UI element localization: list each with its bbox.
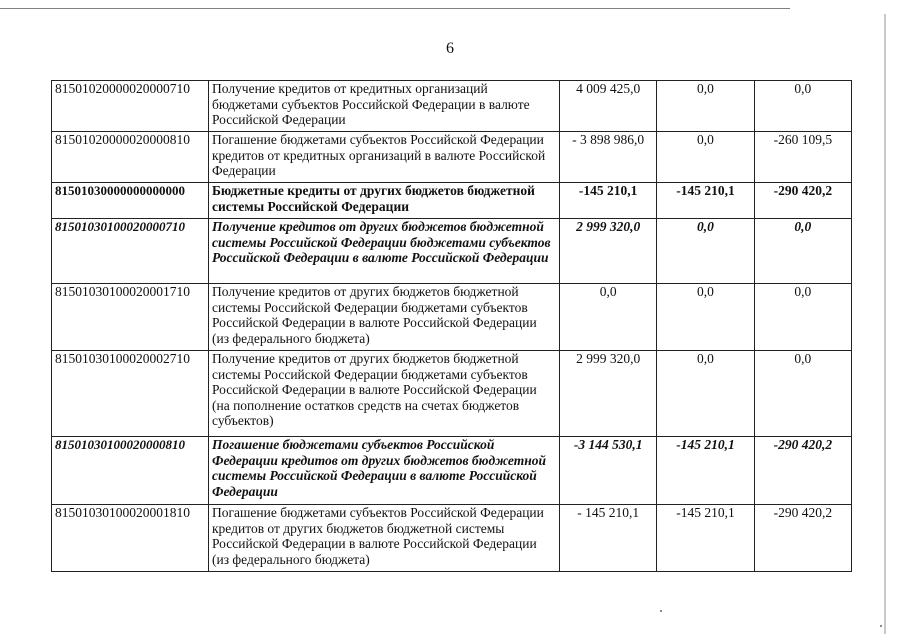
- row-value-2: -145 210,1: [657, 437, 754, 505]
- row-code: 81501030100020001810: [52, 505, 209, 572]
- row-value-1: -145 210,1: [560, 183, 657, 219]
- table-row: [52, 284, 852, 351]
- row-value-3: -290 420,2: [754, 505, 851, 572]
- row-value-2: 0,0: [657, 351, 754, 437]
- row-value-3: 0,0: [754, 219, 851, 284]
- row-code: 81501030100020000810: [52, 437, 209, 505]
- row-code: 81501030100020000710: [52, 219, 209, 284]
- row-value-1: -3 144 530,1: [560, 437, 657, 505]
- row-description: Получение кредитов от других бюджетов бюджетной системы Российской Федерации бюджетами субъектов Российской Федерации в валюте Российской Федерации (из федерального бюджета): [209, 284, 560, 351]
- row-description: Получение кредитов от других бюджетов бюджетной системы Российской Федерации бюджетами субъектов Российской Федерации в валюте Российской Федерации: [209, 219, 560, 284]
- row-code: 81501020000020000710: [52, 81, 209, 132]
- row-value-2: 0,0: [657, 219, 754, 284]
- scan-margin-line: [884, 14, 886, 634]
- table-row: [52, 219, 852, 284]
- row-value-1: - 145 210,1: [560, 505, 657, 572]
- budget-table: [51, 80, 852, 572]
- row-value-3: -290 420,2: [754, 183, 851, 219]
- row-description: Бюджетные кредиты от других бюджетов бюджетной системы Российской Федерации: [209, 183, 560, 219]
- table-row: [52, 437, 852, 505]
- row-value-3: 0,0: [754, 284, 851, 351]
- row-value-3: -260 109,5: [754, 132, 851, 183]
- scan-edge-line: [0, 8, 790, 9]
- row-code: 81501030100020002710: [52, 351, 209, 437]
- row-value-3: 0,0: [754, 351, 851, 437]
- row-value-3: 0,0: [754, 81, 851, 132]
- row-code: 81501020000020000810: [52, 132, 209, 183]
- row-description: Погашение бюджетами субъектов Российской Федерации кредитов от других бюджетов бюджетной системы Российской Федерации в валюте Российской Федерации (из федерального бюджета): [209, 505, 560, 572]
- table-row: [52, 505, 852, 572]
- row-value-1: 0,0: [560, 284, 657, 351]
- row-code: 81501030000000000000: [52, 183, 209, 219]
- row-value-1: - 3 898 986,0: [560, 132, 657, 183]
- row-description: Получение кредитов от других бюджетов бюджетной системы Российской Федерации бюджетами субъектов Российской Федерации в валюте Российской Федерации (на пополнение остатков средств на счетах бюджетов субъектов): [209, 351, 560, 437]
- row-value-2: 0,0: [657, 81, 754, 132]
- row-value-3: -290 420,2: [754, 437, 851, 505]
- row-description: Погашение бюджетами субъектов Российской Федерации кредитов от других бюджетов бюджетной системы Российской Федерации в валюте Российской Федерации: [209, 437, 560, 505]
- table-row: [52, 183, 852, 219]
- scan-speck: [660, 610, 662, 612]
- row-description: Получение кредитов от кредитных организаций бюджетами субъектов Российской Федерации в валюте Российской Федерации: [209, 81, 560, 132]
- row-value-1: 4 009 425,0: [560, 81, 657, 132]
- row-description: Погашение бюджетами субъектов Российской Федерации кредитов от кредитных организаций в валюте Российской Федерации: [209, 132, 560, 183]
- row-value-2: 0,0: [657, 284, 754, 351]
- page-number: 6: [446, 40, 454, 57]
- row-value-1: 2 999 320,0: [560, 219, 657, 284]
- row-value-2: -145 210,1: [657, 505, 754, 572]
- table-row: [52, 81, 852, 132]
- row-value-2: 0,0: [657, 132, 754, 183]
- row-value-2: -145 210,1: [657, 183, 754, 219]
- scan-speck: [880, 625, 882, 627]
- table-row: [52, 132, 852, 183]
- row-value-1: 2 999 320,0: [560, 351, 657, 437]
- table-row: [52, 351, 852, 437]
- row-code: 81501030100020001710: [52, 284, 209, 351]
